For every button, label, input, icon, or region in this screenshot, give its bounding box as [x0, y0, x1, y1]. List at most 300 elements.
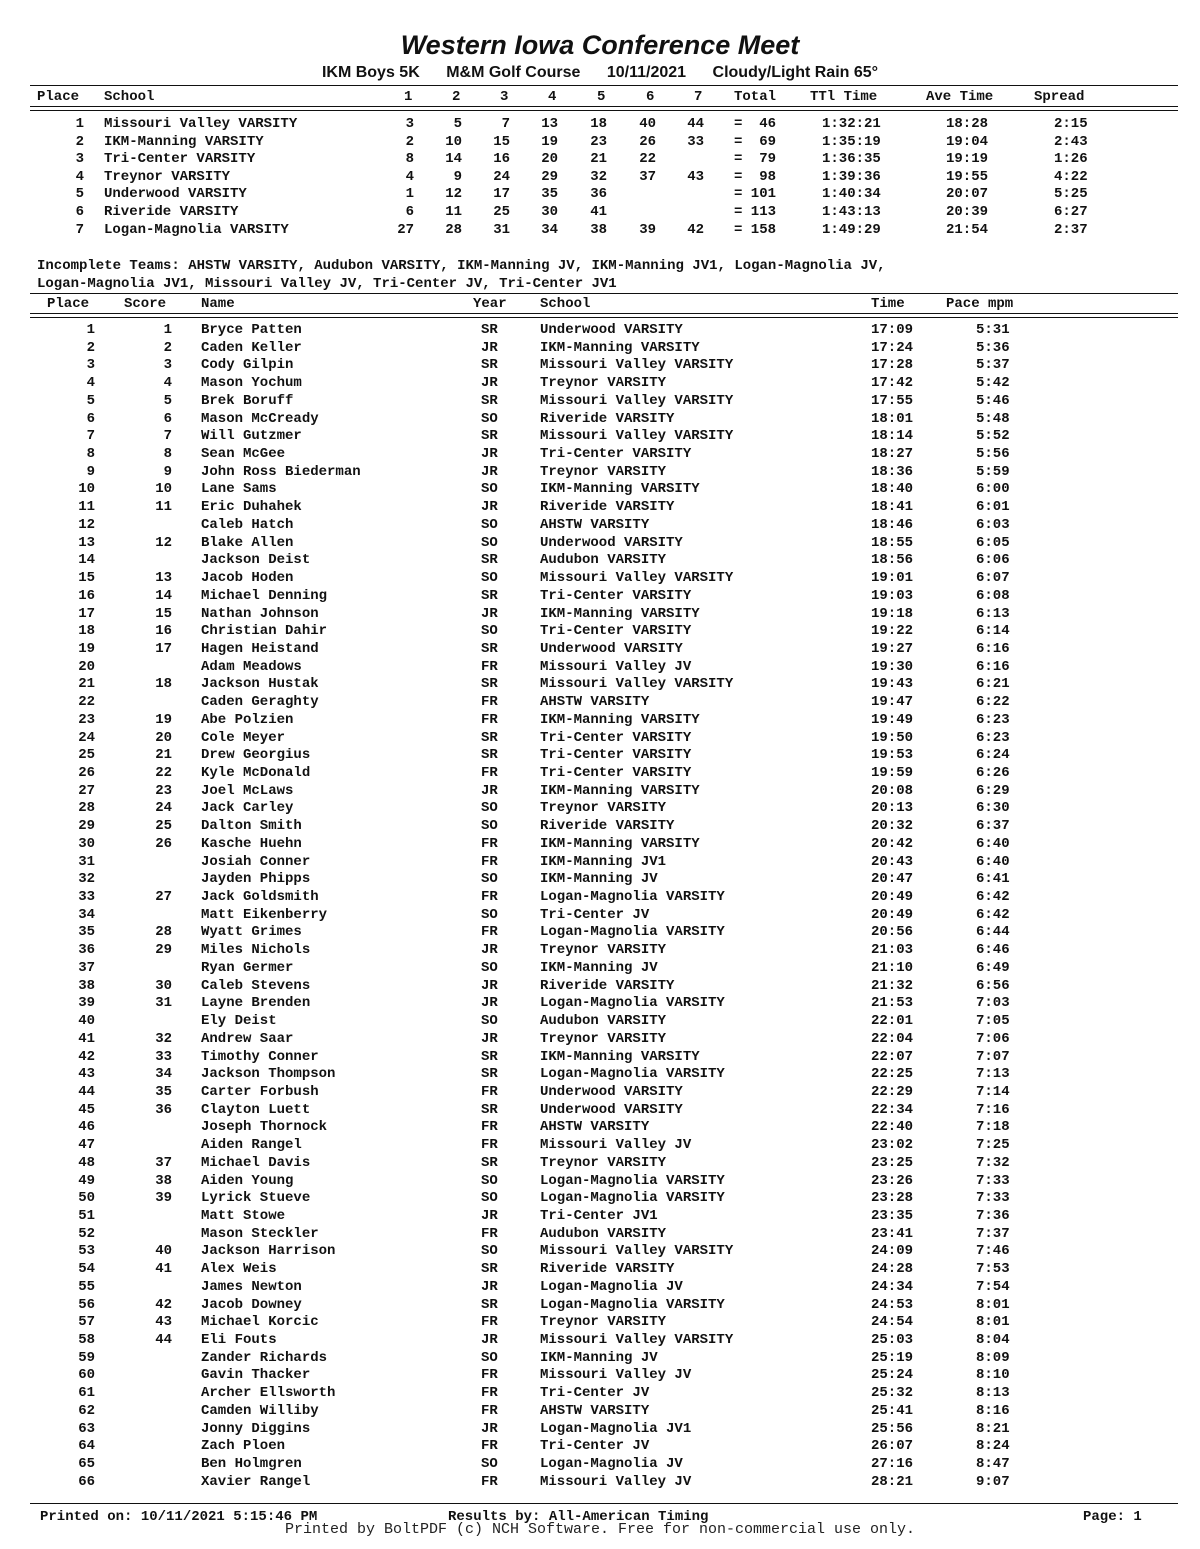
runner-place: 4 [86, 375, 95, 392]
runner-pace: 5:56 [976, 446, 1010, 463]
runner-place: 11 [78, 499, 95, 516]
runner-score: 12 [155, 534, 172, 551]
runner-pace: 6:23 [976, 729, 1010, 746]
team-col-r1: 1 [404, 89, 413, 105]
runner-pace: 7:33 [976, 1190, 1010, 1207]
runner-year: FR [481, 835, 498, 852]
runner-school: Logan-Magnolia VARSITY [540, 1190, 725, 1207]
runner-col-place: Place [47, 296, 90, 312]
runner-pace: 7:32 [976, 1154, 1010, 1171]
runner-place: 60 [78, 1367, 95, 1384]
team-col-r5: 5 [597, 89, 606, 105]
runner-score: 44 [155, 1332, 172, 1349]
runner-col-school: School [540, 296, 591, 312]
runner-name: Lyrick Stueve [201, 1190, 311, 1207]
team-place: 1 [75, 116, 84, 132]
runner-time: 19:59 [871, 765, 914, 781]
runner-name: Lane Sams [201, 481, 277, 498]
runner-time: 19:49 [871, 711, 914, 728]
runner-score: 6 [163, 410, 172, 427]
runner-place: 24 [78, 729, 95, 746]
runner-time: 23:41 [871, 1225, 914, 1242]
runner-year: JR [481, 339, 498, 356]
team-row [0, 134, 1200, 152]
team-place: 4 [75, 168, 84, 185]
runner-row [0, 1456, 1200, 1474]
runner-time: 22:40 [871, 1119, 914, 1136]
runner-score: 29 [155, 942, 172, 959]
runner-row [0, 535, 1200, 553]
team-r1: 1 [405, 186, 414, 203]
runner-time: 19:43 [871, 676, 914, 693]
runner-place: 6 [86, 410, 95, 427]
runner-place: 40 [78, 1013, 95, 1030]
runner-year: SR [481, 357, 498, 374]
runner-name: Ryan Germer [201, 959, 294, 976]
runner-row [0, 694, 1200, 712]
runner-pace: 8:16 [976, 1402, 1010, 1419]
team-r1: 2 [405, 133, 414, 150]
runner-score: 41 [155, 1261, 172, 1278]
runner-row [0, 800, 1200, 818]
runner-place: 31 [78, 853, 95, 870]
runner-time: 19:01 [871, 570, 914, 587]
runner-place: 17 [78, 605, 95, 622]
runner-pace: 8:09 [976, 1349, 1010, 1366]
runner-score: 43 [155, 1314, 172, 1331]
runner-name: Eli Fouts [201, 1332, 277, 1349]
team-r7: 42 [687, 221, 704, 238]
runner-time: 22:25 [871, 1066, 914, 1083]
runner-time: 18:40 [871, 481, 914, 498]
runner-time: 24:53 [871, 1296, 914, 1313]
runner-time: 18:14 [871, 428, 914, 445]
runner-pace: 7:03 [976, 995, 1010, 1012]
team-spread: 6:27 [1054, 204, 1088, 220]
runner-year: JR [481, 446, 498, 463]
runner-time: 21:10 [871, 959, 914, 976]
team-r3: 16 [493, 151, 510, 168]
runner-year: FR [481, 694, 498, 711]
runner-pace: 5:36 [976, 339, 1010, 356]
team-r2: 28 [445, 221, 462, 238]
runner-place: 65 [78, 1456, 95, 1473]
runner-score: 42 [155, 1296, 172, 1313]
runner-pace: 6:05 [976, 534, 1010, 551]
runner-year: SR [481, 552, 498, 569]
runner-place: 52 [78, 1225, 95, 1242]
team-col-r7: 7 [694, 89, 703, 105]
runner-name: Archer Ellsworth [201, 1385, 336, 1402]
runner-year: SR [481, 587, 498, 604]
runner-row [0, 854, 1200, 872]
runner-row [0, 1367, 1200, 1385]
runner-time: 20:47 [871, 871, 914, 888]
runner-year: SO [481, 481, 498, 498]
runner-name: Hagen Heistand [201, 640, 319, 657]
runner-year: JR [481, 463, 498, 480]
runner-place: 8 [86, 446, 95, 463]
team-r6: 37 [639, 168, 656, 185]
runner-school: IKM-Manning VARSITY [540, 711, 700, 728]
runner-year: FR [481, 889, 498, 906]
team-school: Underwood VARSITY [104, 186, 247, 203]
runner-year: FR [481, 1137, 498, 1154]
runner-year: SO [481, 800, 498, 817]
runner-name: Nathan Johnson [201, 605, 319, 622]
runner-row [0, 1438, 1200, 1456]
runner-time: 18:36 [871, 463, 914, 480]
runner-school: Logan-Magnolia JV [540, 1456, 683, 1473]
runner-school: Audubon VARSITY [540, 1013, 667, 1030]
runner-row [0, 730, 1200, 748]
divider [30, 106, 1178, 107]
runner-time: 22:34 [871, 1101, 914, 1118]
runner-school: Missouri Valley VARSITY [540, 1243, 734, 1260]
runner-place: 43 [78, 1066, 95, 1083]
runner-pace: 6:16 [976, 640, 1010, 657]
runner-year: SO [481, 1456, 498, 1473]
runner-score: 10 [155, 481, 172, 498]
team-r5: 32 [590, 168, 607, 185]
runner-name: Jacob Hoden [201, 570, 294, 587]
runner-pace: 6:21 [976, 676, 1010, 693]
meet-title: Western Iowa Conference Meet [400, 30, 800, 60]
runner-year: SR [481, 729, 498, 746]
runner-school: Tri-Center VARSITY [540, 729, 692, 746]
runner-pace: 6:46 [976, 942, 1010, 959]
runner-school: Missouri Valley JV [540, 1473, 692, 1490]
runner-name: Layne Brenden [201, 995, 311, 1012]
runner-time: 20:56 [871, 924, 914, 941]
runner-time: 25:24 [871, 1367, 914, 1384]
runner-time: 23:25 [871, 1154, 914, 1171]
runner-name: Matt Stowe [201, 1208, 286, 1224]
runner-year: FR [481, 765, 498, 781]
runner-name: Zander Richards [201, 1349, 328, 1366]
team-r5: 21 [590, 151, 607, 168]
runner-school: Missouri Valley VARSITY [540, 357, 734, 374]
runner-pace: 6:40 [976, 853, 1010, 870]
runner-time: 17:42 [871, 375, 914, 392]
team-total-time: 1:36:35 [822, 151, 881, 168]
runner-year: FR [481, 1438, 498, 1455]
runner-pace: 7:16 [976, 1101, 1010, 1118]
runner-name: Joel McLaws [201, 782, 294, 799]
runner-school: IKM-Manning VARSITY [540, 605, 700, 622]
team-table-header [0, 89, 1200, 107]
team-total: = 69 [734, 133, 777, 150]
runner-place: 59 [78, 1349, 95, 1366]
runner-name: Jack Goldsmith [201, 889, 319, 906]
team-r7: 44 [687, 116, 704, 132]
team-total: = 46 [734, 116, 777, 132]
runner-place: 37 [78, 959, 95, 976]
runner-year: SO [481, 818, 498, 835]
runner-name: Will Gutzmer [201, 428, 302, 445]
team-r3: 7 [501, 116, 510, 132]
runner-school: Underwood VARSITY [540, 640, 683, 657]
runner-time: 23:28 [871, 1190, 914, 1207]
runner-time: 25:56 [871, 1420, 914, 1437]
runner-row [0, 942, 1200, 960]
runner-year: SO [481, 1013, 498, 1030]
runner-row [0, 1155, 1200, 1173]
runner-time: 22:29 [871, 1083, 914, 1100]
runner-year: JR [481, 977, 498, 994]
runner-school: Riveride VARSITY [540, 818, 675, 835]
runner-pace: 6:56 [976, 977, 1010, 994]
runner-row [0, 924, 1200, 942]
runner-pace: 6:37 [976, 818, 1010, 835]
runner-year: SO [481, 534, 498, 551]
runner-pace: 6:40 [976, 835, 1010, 852]
team-school: Riveride VARSITY [104, 204, 239, 220]
team-total-time: 1:43:13 [822, 204, 881, 220]
runner-place: 28 [78, 800, 95, 817]
team-r7: 43 [687, 168, 704, 185]
runner-school: Tri-Center VARSITY [540, 747, 692, 764]
runner-name: Jackson Thompson [201, 1066, 336, 1083]
runner-year: SR [481, 322, 498, 338]
runner-year: FR [481, 1473, 498, 1490]
runner-score: 25 [155, 818, 172, 835]
runner-year: SR [481, 1261, 498, 1278]
runner-name: Josiah Conner [201, 853, 311, 870]
runner-pace: 6:01 [976, 499, 1010, 516]
runner-school: Logan-Magnolia VARSITY [540, 1172, 725, 1189]
runner-place: 35 [78, 924, 95, 941]
runner-score: 20 [155, 729, 172, 746]
runner-score: 39 [155, 1190, 172, 1207]
runner-school: Tri-Center VARSITY [540, 446, 692, 463]
runner-place: 33 [78, 889, 95, 906]
runner-pace: 5:42 [976, 375, 1010, 392]
runner-place: 20 [78, 658, 95, 675]
runner-time: 20:42 [871, 835, 914, 852]
team-row [0, 204, 1200, 222]
runner-time: 26:07 [871, 1438, 914, 1455]
runner-place: 3 [86, 357, 95, 374]
runner-score: 17 [155, 640, 172, 657]
runner-name: Caleb Hatch [201, 516, 294, 533]
runner-name: Jackson Deist [201, 552, 311, 569]
runner-name: Caden Geraghty [201, 694, 319, 711]
runner-pace: 7:14 [976, 1083, 1010, 1100]
runner-row [0, 393, 1200, 411]
runner-name: Brek Boruff [201, 392, 294, 409]
runner-year: SR [481, 1101, 498, 1118]
team-avg-time: 20:39 [946, 204, 989, 220]
runner-row [0, 1190, 1200, 1208]
runner-score: 26 [155, 835, 172, 852]
runner-row [0, 1332, 1200, 1350]
team-r4: 35 [541, 186, 558, 203]
runner-row [0, 481, 1200, 499]
runner-row [0, 1102, 1200, 1120]
runner-col-pace: Pace mpm [946, 296, 1014, 312]
runner-row [0, 446, 1200, 464]
team-r2: 11 [445, 204, 462, 220]
team-r1: 8 [405, 151, 414, 168]
runner-place: 39 [78, 995, 95, 1012]
team-r3: 15 [493, 133, 510, 150]
team-r2: 5 [453, 116, 462, 132]
runner-pace: 8:01 [976, 1296, 1010, 1313]
runner-place: 57 [78, 1314, 95, 1331]
runner-school: Missouri Valley VARSITY [540, 1332, 734, 1349]
runner-time: 18:41 [871, 499, 914, 516]
runner-year: JR [481, 1030, 498, 1047]
runner-pace: 6:42 [976, 889, 1010, 906]
runner-pace: 6:22 [976, 694, 1010, 711]
runner-place: 66 [78, 1473, 95, 1490]
runner-score: 1 [163, 322, 172, 338]
team-spread: 2:43 [1054, 133, 1088, 150]
runner-time: 19:22 [871, 623, 914, 640]
runner-row [0, 375, 1200, 393]
runner-place: 56 [78, 1296, 95, 1313]
runner-name: Timothy Conner [201, 1048, 319, 1065]
runner-place: 15 [78, 570, 95, 587]
runner-place: 22 [78, 694, 95, 711]
runner-row [0, 765, 1200, 783]
runner-school: Tri-Center JV [540, 1385, 650, 1402]
team-r2: 12 [445, 186, 462, 203]
runner-pace: 8:04 [976, 1332, 1010, 1349]
runner-year: JR [481, 1420, 498, 1437]
meet-date: 10/11/2021 [606, 64, 687, 81]
runner-score: 38 [155, 1172, 172, 1189]
runner-year: SO [481, 410, 498, 427]
runner-row [0, 1119, 1200, 1137]
team-avg-time: 18:28 [946, 116, 989, 132]
course-name: M&M Golf Course [446, 64, 581, 81]
team-r1: 6 [405, 204, 414, 220]
team-school: Tri-Center VARSITY [104, 151, 256, 168]
runner-row [0, 1385, 1200, 1403]
runner-row [0, 1297, 1200, 1315]
runner-school: Logan-Magnolia VARSITY [540, 1296, 725, 1313]
runner-row [0, 1137, 1200, 1155]
runner-time: 19:47 [871, 694, 914, 711]
runner-pace: 8:21 [976, 1420, 1010, 1437]
team-r5: 41 [590, 204, 607, 220]
runner-school: Treynor VARSITY [540, 942, 667, 959]
runner-score: 36 [155, 1101, 172, 1118]
team-avg-time: 20:07 [946, 186, 989, 203]
runner-place: 10 [78, 481, 95, 498]
runner-score: 18 [155, 676, 172, 693]
runner-year: JR [481, 605, 498, 622]
runner-year: SO [481, 516, 498, 533]
runner-name: Jack Carley [201, 800, 294, 817]
team-col-place: Place [37, 89, 80, 105]
runner-row [0, 1226, 1200, 1244]
runner-school: AHSTW VARSITY [540, 694, 650, 711]
runner-pace: 7:05 [976, 1013, 1010, 1030]
runner-place: 50 [78, 1190, 95, 1207]
runner-time: 17:28 [871, 357, 914, 374]
runner-row [0, 552, 1200, 570]
team-total: = 101 [734, 186, 777, 203]
runner-school: AHSTW VARSITY [540, 1119, 650, 1136]
team-r6: 40 [639, 116, 656, 132]
runner-name: Michael Davis [201, 1154, 311, 1171]
runner-name: Jackson Hustak [201, 676, 319, 693]
runner-score: 3 [163, 357, 172, 374]
runner-row [0, 1013, 1200, 1031]
runner-row [0, 1031, 1200, 1049]
runner-school: IKM-Manning JV [540, 1349, 658, 1366]
team-r6: 26 [639, 133, 656, 150]
runner-year: JR [481, 375, 498, 392]
runner-school: Tri-Center JV1 [540, 1208, 658, 1224]
runner-pace: 7:06 [976, 1030, 1010, 1047]
runner-school: IKM-Manning VARSITY [540, 835, 700, 852]
runner-pace: 7:13 [976, 1066, 1010, 1083]
runner-time: 23:02 [871, 1137, 914, 1154]
runner-school: Treynor VARSITY [540, 1314, 667, 1331]
runner-pace: 6:42 [976, 906, 1010, 923]
runner-row [0, 889, 1200, 907]
runner-name: Ely Deist [201, 1013, 277, 1030]
runner-row [0, 464, 1200, 482]
divider [30, 313, 1178, 314]
team-r3: 24 [493, 168, 510, 185]
runner-school: Missouri Valley VARSITY [540, 428, 734, 445]
runner-school: IKM-Manning VARSITY [540, 339, 700, 356]
runner-row [0, 1314, 1200, 1332]
team-row [0, 222, 1200, 240]
runner-year: SR [481, 1154, 498, 1171]
runner-row [0, 676, 1200, 694]
team-spread: 5:25 [1054, 186, 1088, 203]
runner-year: SR [481, 1048, 498, 1065]
runner-place: 2 [86, 339, 95, 356]
team-r5: 38 [590, 221, 607, 238]
team-col-total-time: TTl Time [810, 89, 878, 105]
runner-row [0, 1208, 1200, 1226]
runner-pace: 7:36 [976, 1208, 1010, 1224]
divider [30, 85, 1178, 86]
runner-year: SR [481, 1296, 498, 1313]
runner-row [0, 659, 1200, 677]
runner-name: Caleb Stevens [201, 977, 311, 994]
runner-name: Jayden Phipps [201, 871, 311, 888]
team-r6: 22 [639, 151, 656, 168]
runner-school: IKM-Manning VARSITY [540, 1048, 700, 1065]
runner-place: 62 [78, 1402, 95, 1419]
runner-time: 22:04 [871, 1030, 914, 1047]
runner-row [0, 623, 1200, 641]
runner-place: 21 [78, 676, 95, 693]
runner-time: 20:49 [871, 906, 914, 923]
team-place: 2 [75, 133, 84, 150]
runner-school: Missouri Valley VARSITY [540, 676, 734, 693]
runner-year: FR [481, 1225, 498, 1242]
weather: Cloudy/Light Rain 65° [712, 64, 879, 81]
runner-pace: 7:33 [976, 1172, 1010, 1189]
runner-pace: 5:48 [976, 410, 1010, 427]
runner-time: 18:01 [871, 410, 914, 427]
runner-year: FR [481, 1119, 498, 1136]
team-place: 3 [75, 151, 84, 168]
runner-pace: 7:53 [976, 1261, 1010, 1278]
runner-name: Camden Williby [201, 1402, 319, 1419]
runner-time: 21:53 [871, 995, 914, 1012]
runner-pace: 8:13 [976, 1385, 1010, 1402]
